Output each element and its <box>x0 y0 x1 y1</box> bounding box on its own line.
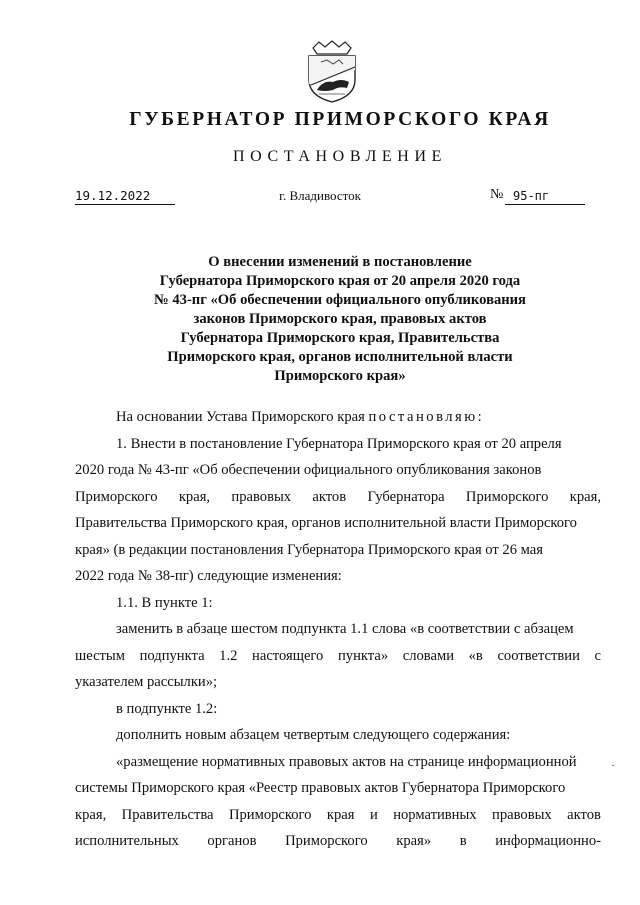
paragraph-line: 2022 года № 38-пг) следующие изменения: <box>75 568 342 584</box>
word: соответствии <box>497 647 580 664</box>
issuer-title: ГУБЕРНАТОР ПРИМОРСКОГО КРАЯ <box>129 109 551 130</box>
subject-line: законов Приморского края, правовых актов <box>193 311 487 327</box>
subject-line: Приморского края, органов исполнительной власти <box>167 349 513 365</box>
paragraph-line: края» (в редакции постановления Губернатора Приморского края от 26 мая <box>75 541 543 558</box>
word: в <box>459 833 467 849</box>
quote-line-justified <box>75 828 601 855</box>
word: настоящего <box>252 647 324 664</box>
word: исполнительных <box>75 833 179 849</box>
document-number: 95-пг <box>505 189 585 205</box>
document-type: ПОСТАНОВЛЕНИЕ <box>233 148 447 165</box>
quote-line-justified <box>75 802 601 829</box>
word: правовых <box>492 806 552 823</box>
intro-line <box>75 404 601 431</box>
quote-line: «размещение нормативных правовых актов на странице информационной <box>116 753 577 770</box>
word: Губернатора <box>367 488 445 505</box>
word: словами <box>402 647 455 664</box>
paragraph-line: Правительства Приморского края, органов исполнительной власти Приморского <box>75 515 577 531</box>
document-body <box>75 404 601 855</box>
word: и <box>369 806 378 823</box>
subject-line: Губернатора Приморского края, Правительства <box>180 330 500 346</box>
word: правовых <box>231 488 292 505</box>
word: актов <box>312 488 347 505</box>
word: нормативных <box>393 806 477 823</box>
paragraph-line: дополнить новым абзацем четвертым следующего содержания: <box>116 727 511 743</box>
subject-line: Приморского края» <box>274 368 406 384</box>
subclause-heading: 1.1. В пункте 1: <box>116 594 213 611</box>
paragraph-line: указателем рассылки»; <box>75 674 218 690</box>
number-label: № <box>490 187 504 202</box>
word: края» <box>396 833 432 849</box>
word: шестым <box>75 647 125 664</box>
margin-mark: · <box>611 758 615 772</box>
word: Правительства <box>121 806 214 823</box>
paragraph-line: в подпункте 1.2: <box>116 700 218 717</box>
paragraph-line-justified <box>75 484 601 511</box>
paragraph-line: 2020 года № 43-пг «Об обеспечении официального опубликования законов <box>75 462 542 478</box>
word: 1.2 <box>219 647 238 664</box>
document-date: 19.12.2022 <box>75 188 175 205</box>
word: актов <box>567 806 601 823</box>
paragraph-line: заменить в абзаце шестом подпункта 1.1 слова «в соответствии с абзацем <box>116 621 574 637</box>
word: края, <box>75 806 107 823</box>
word: пункта» <box>337 647 389 664</box>
word: органов <box>207 833 257 849</box>
document-subject <box>100 253 580 386</box>
subject-line: № 43-пг «Об обеспечении официального опубликования <box>154 292 526 308</box>
coat-of-arms-emblem <box>303 40 361 104</box>
word: с <box>594 647 601 664</box>
paragraph-line-justified <box>75 643 601 670</box>
word: Приморского <box>285 833 368 849</box>
subject-line: О внесении изменений в постановление <box>208 254 472 270</box>
word: информационно- <box>495 833 601 849</box>
word: края, <box>178 488 211 505</box>
paragraph-line: 1. Внести в постановление Губернатора Приморского края от 20 апреля <box>116 435 562 452</box>
subject-line: Губернатора Приморского края от 20 апреля 2020 года <box>159 273 521 289</box>
word: Приморского <box>75 488 158 505</box>
word: края, <box>569 488 601 505</box>
word: «в <box>468 647 483 664</box>
document-city: г. Владивосток <box>279 188 361 203</box>
intro-text: На основании Устава Приморского края <box>116 409 365 425</box>
word: края <box>326 806 355 823</box>
intro-decree-word: постановляю: <box>368 409 485 425</box>
quote-line: системы Приморского края «Реестр правовых актов Губернатора Приморского <box>75 780 566 796</box>
word: Приморского <box>465 488 549 505</box>
word: подпункта <box>139 647 205 664</box>
word: Приморского <box>228 806 312 823</box>
